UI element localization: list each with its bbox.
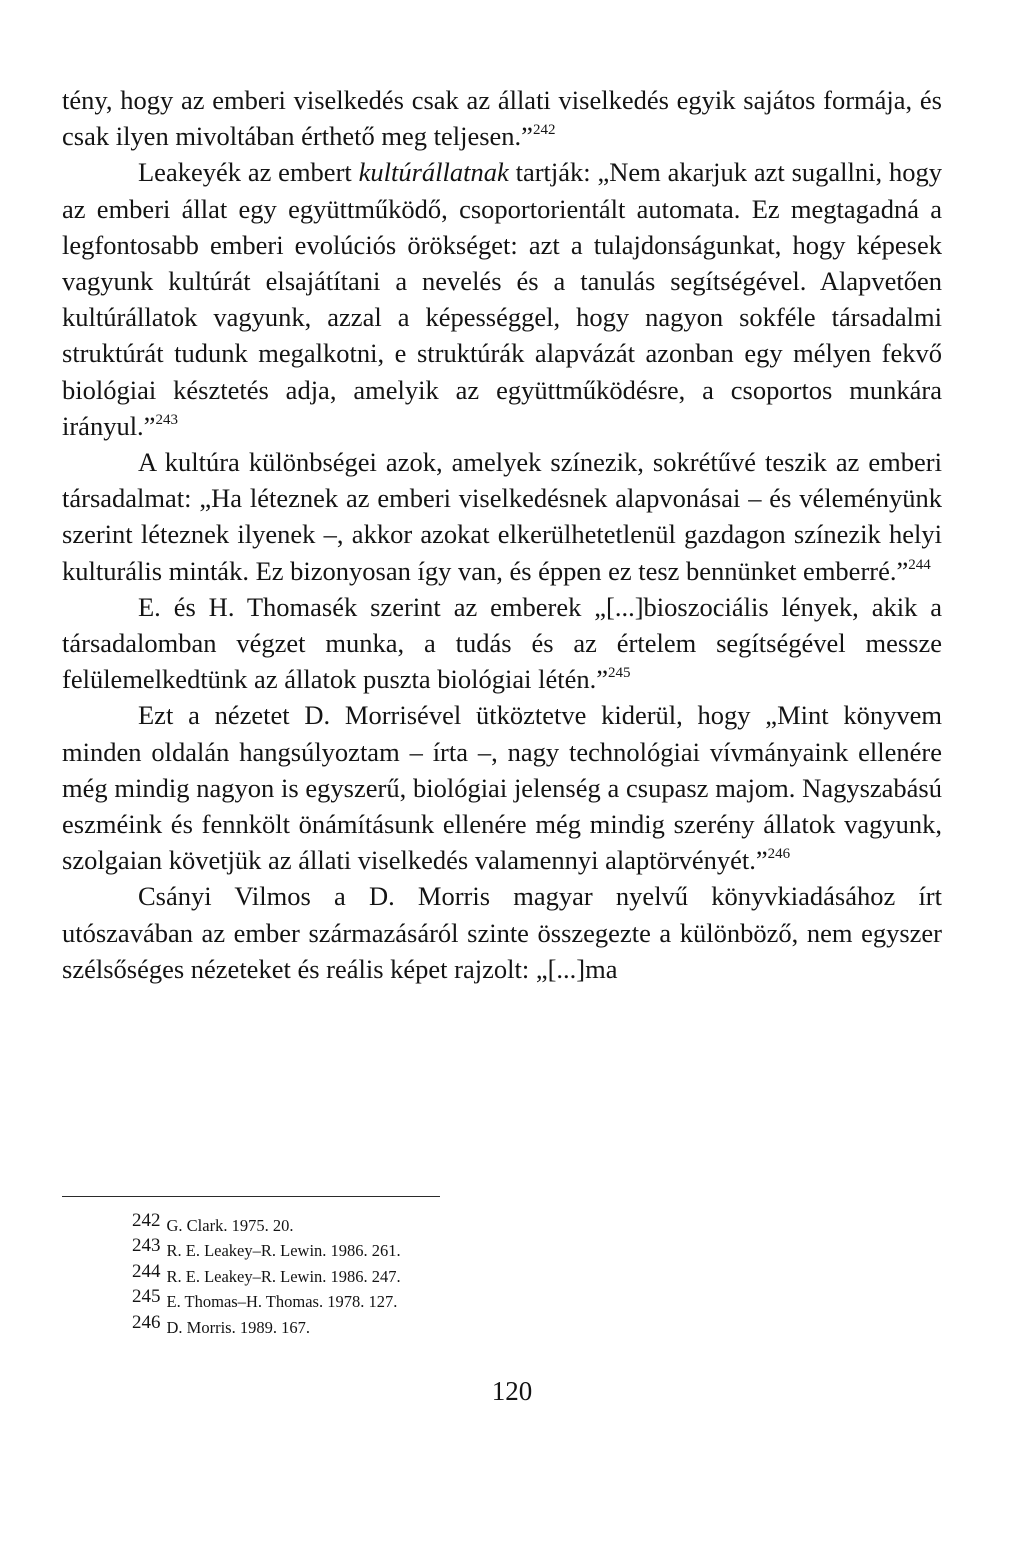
footnote-mark: 244: [132, 1260, 161, 1282]
footnote-divider: [62, 1196, 440, 1197]
footnote: 243 R. E. Leakey–R. Lewin. 1986. 261.: [132, 1235, 401, 1261]
emphasized-term: kultúrállatnak: [358, 157, 509, 188]
footnote-mark: 243: [132, 1235, 161, 1257]
paragraph: A kultúra különbségei azok, amelyek színezik, sokrétűvé teszik az emberi társadalmat: „Ha léteznek az emberi viselkedésnek alapvonásai – és véleményünk szerint léteznek ilyenek –, akkor azokat elkerülhetetlenül gazdagon színezik helyi kulturális minták. Ez bizonyosan így van, és éppen ez tesz bennünket emberré.”$^{244}$: [62, 447, 942, 586]
footnote: 242 G. Clark. 1975. 20.: [132, 1210, 294, 1235]
paragraph: Csányi Vilmos a D. Morris magyar nyelvű könyvkiadásához írt utószavában az ember származásáról szinte összegezte a különböző, nem egyszer szélsőséges nézeteket és reális képet rajzolt: „[...]ma: [62, 881, 942, 984]
footnote-reference[interactable]: 243: [155, 411, 178, 428]
page-number: 120: [491, 1376, 533, 1406]
paragraph: Ezt a nézetet D. Morrisével ütköztetve kiderül, hogy „Mint könyvem minden oldalán hangsúlyoztam – írta –, nagy technológiai vívmányaink ellenére még mindig nagyon is egyszerű, biológiai jelenség a csupasz majom. Nagyszabású eszméink és fennkölt önámításunk ellenére még mindig szerény állatok vagyunk, szolgaian követjük az állati viselkedés valamennyi alaptörvényét.”$^{246}$: [62, 700, 942, 876]
footnote-reference[interactable]: 244: [908, 556, 931, 573]
footnote: 245 E. Thomas–H. Thomas. 1978. 127.: [132, 1286, 398, 1312]
footnotes: [62, 1196, 942, 1338]
footnote-reference[interactable]: 245: [608, 665, 631, 682]
paragraph: tény, hogy az emberi viselkedés csak az állati viselkedés egyik sajátos formája, és csak ilyen mivoltában érthető meg teljesen.”$^{242}$: [62, 85, 942, 152]
paragraph: E. és H. Thomasék szerint az emberek „[...]bioszociális lények, akik a társadalomban végzet munka, a tudás és az értelem segítségével messze felülemelkedtünk az állatok puszta biológiai létén.”$^{245}$: [62, 591, 942, 695]
paragraph: Leakeyék az embert kultúrállatnak tartják: „Nem akarjuk azt sugallni, hogy az emberi állat egy együttműködő, csoportorientált automata. Ez megtagadná a legfontosabb emberi evolúciós örökséget: azt a tulajdonságunkat, hogy képesek vagyunk kultúrát elsajátítani a nevelés és a tanulás segítségével. Alapvetően kultúrállatok vagyunk, azzal a képességgel, hogy nagyon sokféle társadalmi struktúrát tudunk megalkotni, e struktúrák alapvázát azonban egy mélyen fekvő biológiai késztetés adja, amelyik az együttműködésre, a csoportos munkára irányul.”$^{243}$: [62, 157, 942, 441]
footnote: 244 R. E. Leakey–R. Lewin. 1986. 247.: [132, 1260, 401, 1286]
footnote-mark: 246: [132, 1311, 161, 1333]
footnote-mark: 242: [132, 1210, 161, 1231]
footnote-reference[interactable]: 242: [532, 122, 556, 139]
footnote-reference[interactable]: 246: [767, 846, 791, 863]
footnote-mark: 245: [132, 1286, 161, 1308]
footnote: 246 D. Morris. 1989. 167.: [132, 1311, 310, 1337]
main-text: [62, 82, 942, 987]
